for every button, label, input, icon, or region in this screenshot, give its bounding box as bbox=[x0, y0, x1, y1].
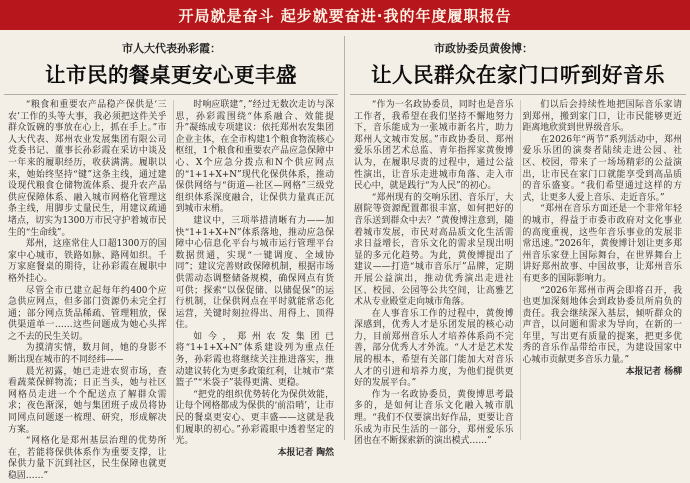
banner bbox=[0, 0, 690, 30]
paragraph: 在2026年“两节”系列活动中，郑州爱乐乐团的演奏者陆续走进公园、社区、校园，带来了一场场精彩的公益演出，让市民在家门口就能享受到高品质的音乐盛宴。“我们希望通过这样的方式，让更多人爱上音乐、走近音乐。” bbox=[522, 134, 682, 203]
paragraph: 如今，郑州农发集团已将“1+1+X+N”体系建设列为重点任务，孙彩霞也将继续关注推进落实，推动建议转化为更多政策红利，让城市“菜篮子”“米袋子”装得更满、更稳。 bbox=[175, 331, 334, 389]
kicker-left: 市人大代表孙彩霞： bbox=[122, 42, 221, 55]
article-body-right bbox=[350, 100, 686, 447]
paragraph: 尽管全市已建立起每年约400个应急供应网点，但多部门资源仍未完全打通；部分网点货品稀疏、管理粗放，保供渠道单一……这些问题成为她心头挥之不去的民生关切。 bbox=[8, 285, 167, 342]
article-right bbox=[350, 36, 686, 447]
paragraph: “把党的组织优势转化为保供效能，让每个网格都成为保供的‘前沿哨’，让市民的餐桌更安心、更丰盛——这就是我们履职的初心。”孙彩霞眼中透着坚定的光。 bbox=[175, 389, 334, 447]
paragraph: 作为一名政协委员，黄俊博思考最多的，是如何让音乐文化融入城市肌理。“我们不仅要演出好作品，更要让音乐成为市民生活的一部分，郑州爱乐乐团也在不断探索新的演出模式……” bbox=[354, 389, 514, 447]
text-column bbox=[6, 100, 169, 481]
paragraph: “网格化是郑州基层治理的优势所在，若能将保供体系作为重要支撑，让保供力量下沉到社区，民生保障也就更稳固……” bbox=[8, 436, 167, 481]
paragraph: “郑州现有的交响乐团、音乐厅，大剧院等资源配置都很丰富，如何把好的音乐送到群众中去？”黄俊博注意到，随着城市发展，市民对高品质文化生活需求日益增长，音乐文化的需求呈现出明显的多元化趋势。为此，黄俊博提出了建议——打造“城市音乐厅”品牌，定期开展公益演出，推动优秀演出走进社区、校园、公园等公共空间，让高雅艺术从专业殿堂走向城市角落。 bbox=[354, 192, 514, 308]
headline-left: 让市民的餐桌更安心更丰盛 bbox=[45, 63, 297, 87]
article-left bbox=[4, 36, 338, 481]
column-divider bbox=[344, 36, 345, 440]
paragraph: 时响应联建”，”经过无数次走访与深思，孙彩霞围绕“体系融合、效能提升”凝练成专项建议：依托郑州农发集团企业主体，在全市构建1个粮食物流核心枢纽，1个粮食和重要农产品应急保障中心、X个应急分拨点和N个供应网点的“1+1+X+N”现代化保供体系，推动保供网络与“街道—社区—网格”三级党组织体系深度融合，让保供力量真正沉到城市末梢。 bbox=[175, 100, 334, 215]
paragraph: “郑州在音乐方面还是一个非常年轻的城市，得益于市委市政府对文化事业的高度重视，这些年音乐事业的发展非常迅速。”2026年，黄俊博计划让更多郑州音乐家登上国际舞台，在世界舞台上讲好郑州故事、中国故事，让郑州音乐有更多的国际影响力。 bbox=[522, 204, 682, 284]
paragraph: 在人事音乐工作的过程中，黄俊博深感到，优秀人才是乐团发展的核心动力，目前郑州音乐人才培养体系尚不完善，部分优秀人才外流。“人才是艺术发展的根本，希望有关部门能加大对音乐人才的引进和培养力度，为他们提供更好的发展平台。” bbox=[354, 308, 514, 389]
headline-right: 让人民群众在家门口听到好音乐 bbox=[371, 63, 665, 87]
paragraph: 郑州，这座常住人口超1300万的国家中心城市，铁路如脉、路网如织。千万家庭餐桌的期待，让孙彩霞在履职中格外挂心。 bbox=[8, 239, 167, 284]
article-body-left bbox=[4, 100, 338, 481]
text-column bbox=[352, 100, 516, 447]
text-column bbox=[520, 100, 685, 440]
byline-left: 本报记者 陶然 bbox=[277, 447, 334, 458]
headline-rule bbox=[350, 94, 686, 95]
text-column bbox=[173, 100, 337, 458]
paragraph: “作为一名政协委员，同时也是音乐工作者，我希望在我们坚持不懈地努力下，音乐能成为一张城市新名片，助力郑州人文城市发展。”市政协委员、郑州爱乐乐团艺术总监、青年指挥家黄俊博认为，在履职尽责的过程中，通过公益性演出，让音乐走进城市角落、走入市民心中，就是践行“为人民”的初心。 bbox=[354, 100, 514, 192]
paragraph: “2026年郑州市两会即将召开，我也更加深刻地体会到政协委员所肩负的责任。我会继续深入基层，倾听群众的声音，以问题和需求为导向，在新的一年里，写出更有质量的提案，把更多优秀的音乐作品带给市民，为建设国家中心城市贡献更多音乐力量。” bbox=[522, 285, 682, 366]
banner-title: 开局就是奋斗 起步就要奋进·我的年度履职报告 bbox=[178, 7, 512, 25]
paragraph: “粮食和重要农产品稳产保供是‘三农’工作的头等大事，我必须把这件关乎群众饭碗的事放在心上，抓在手上。”市人大代表、郑州农业发展集团有限公司党委书记、董事长孙彩霞在采访中谈及一年来的履职经历，收获满满。履职以来，她始终坚持“键”这条主线，通过建设现代粮食仓储物流体系、提升农产品供应保障体系、融入城市网格化管理这条主线，用脚步丈量民生，用建议疏通堵点，切实为1300万市民守护着城市民生的“生命线”。 bbox=[8, 100, 167, 238]
paragraph: 为摸清实情，数月间，她的身影不断出现在城市的不同经纬—— bbox=[8, 343, 167, 366]
headline-rule bbox=[4, 94, 338, 95]
paragraph: 们以后会持续性地把国际音乐家请到郑州，搬到家门口，让市民能够更近距离地欣赏到世界级音乐。 bbox=[522, 100, 682, 134]
kicker-right: 市政协委员黄俊博： bbox=[434, 42, 533, 55]
paragraph: 建议中，三项举措清晰有力——加快“1+1+X+N”体系落地，推动应急保障中心信息化平台与城市运行管理平台数据贯通，实现“一键调度、全域协同”；建议完善财政保障机制，根据市场供需动态调整储备规模，确保网点有货可供；探索“以保促储、以储促保”的运行机制，让保供网点在平时就能常态化运营，关键时刻拉得出、用得上、顶得住。 bbox=[175, 215, 334, 331]
paragraph: 晨光初露，她已走进农贸市场，查看蔬菜保鲜物流；日正当头，她与社区网格员走进一个个配送点了解群众需求；夜色渐深，她与集团班子成员将协同网点问题逐一梳理、研究，形成解决方案。 bbox=[8, 366, 167, 435]
byline-right: 本报记者 杨柳 bbox=[625, 366, 682, 377]
